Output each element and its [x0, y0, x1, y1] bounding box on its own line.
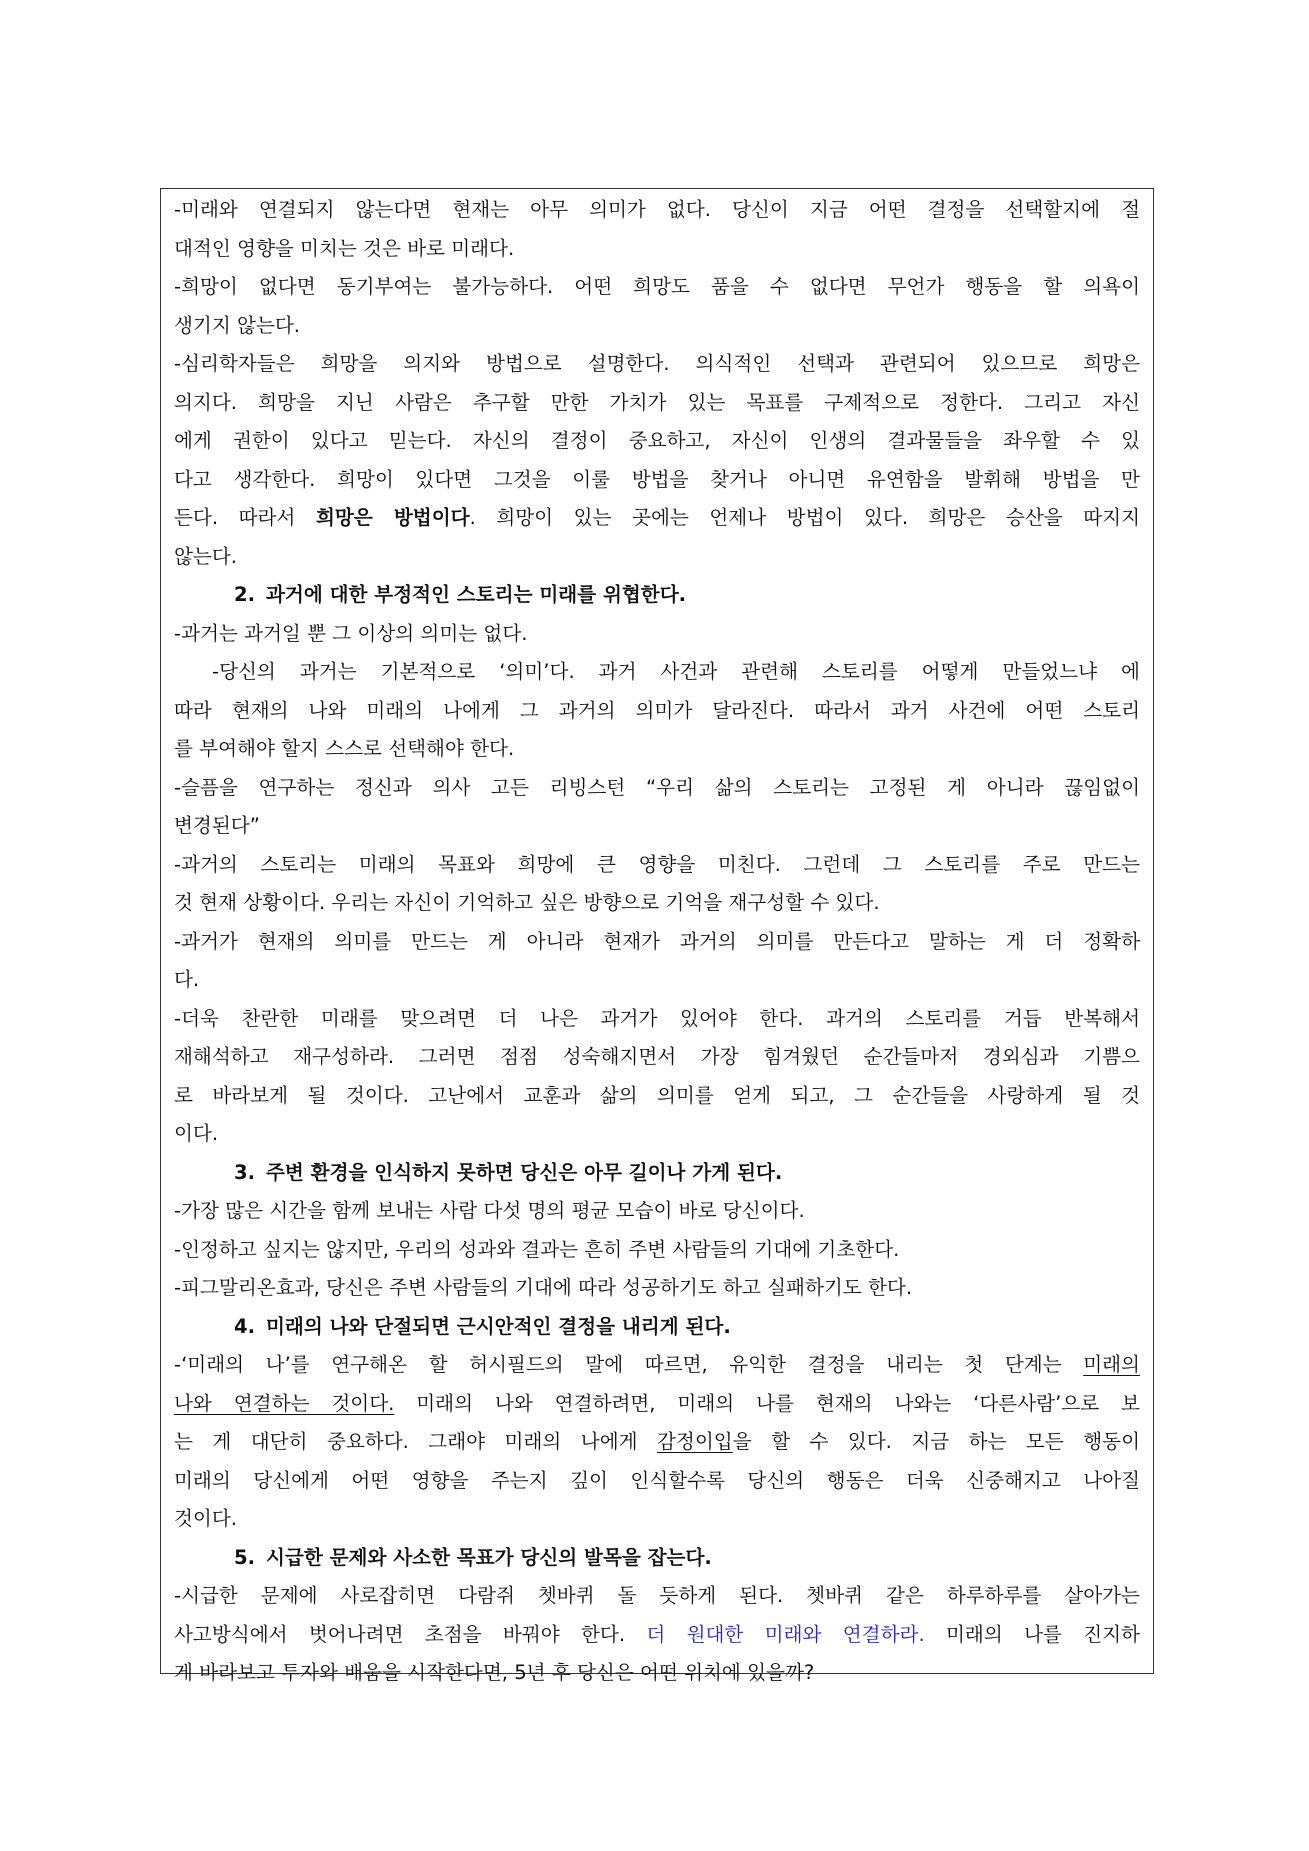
- text-run: 미래의 나를 진지하: [924, 1622, 1140, 1646]
- paragraph-line: -과거의 스토리는 미래의 목표와 희망에 큰 영향을 미친다. 그런데 그 스토리를 주로 만드는: [174, 852, 1140, 876]
- heading-number: 5.: [234, 1545, 256, 1569]
- paragraph-line: 것 현재 상황이다. 우리는 자신이 기억하고 싶은 방향으로 기억을 재구성할 수 있다.: [174, 891, 880, 914]
- bold-phrase: 희망은 방법이다: [315, 506, 470, 529]
- paragraph-line: -미래와 연결되지 않는다면 현재는 아무 의미가 없다. 당신이 지금 어떤 결정을 선택할지에 절: [174, 198, 1140, 221]
- paragraph-line: -당신의 과거는 기본적으로 ‘의미’다. 과거 사건과 관련해 스토리를 어떻게 만들었느냐 에: [212, 660, 1140, 683]
- paragraph-line: -더욱 찬란한 미래를 맞으려면 더 나은 과거가 있어야 한다. 과거의 스토리를 거듭 반복해서: [174, 1006, 1140, 1030]
- paragraph-line: -희망이 없다면 동기부여는 불가능하다. 어떤 희망도 품을 수 없다면 무언가 행동을 할 의욕이: [174, 275, 1140, 298]
- paragraph-line: -슬픔을 연구하는 정신과 의사 고든 리빙스턴 “우리 삶의 스토리는 고정된 게 아니라 끊임없이: [174, 775, 1140, 799]
- section-heading-3: [174, 1154, 1140, 1193]
- highlighted-phrase: 더 원대한 미래와 연결하라.: [646, 1622, 925, 1646]
- paragraph-line: -과거가 현재의 의미를 만드는 게 아니라 현재가 과거의 의미를 만든다고 말하는 게 더 정확하: [174, 929, 1140, 953]
- text-run: 는 게 대단히 중요하다. 그래야 미래의 나에게: [174, 1430, 657, 1453]
- text-run: -‘미래의 나’를 연구해온 할 허시필드의 말에 따르면, 유익한 결정을 내리는 첫 단계는: [174, 1353, 1084, 1376]
- paragraph-line: [174, 499, 1140, 538]
- content-box: [160, 188, 1154, 1684]
- text-run: . 희망이 있는 곳에는 언제나 방법이 있다. 희망은 승산을 따지지: [469, 506, 1140, 529]
- paragraph-line: -인정하고 싶지는 않지만, 우리의 성과와 결과는 흔히 주변 사람들의 기대에 기초한다.: [174, 1237, 900, 1261]
- text-run: 사고방식에서 벗어나려면 초점을 바꿔야 한다.: [174, 1622, 647, 1646]
- section-heading-5: [174, 1539, 1140, 1578]
- paragraph-line: 것이다.: [174, 1507, 238, 1530]
- paragraph-line: 미래의 당신에게 어떤 영향을 주는지 깊이 인식할수록 당신의 행동은 더욱 신중해지고 나아질: [174, 1468, 1140, 1492]
- paragraph-line: 를 부여해야 할지 스스로 선택해야 한다.: [174, 737, 515, 760]
- heading-text: 주변 환경을 인식하지 못하면 당신은 아무 길이나 가게 된다.: [266, 1160, 783, 1184]
- paragraph-line: 게 바라보고 투자와 배움을 시작한다면, 5년 후 당신은 어떤 위치에 있을까?: [174, 1661, 815, 1684]
- paragraph-line: 변경된다”: [174, 814, 260, 837]
- paragraph-line: 않는다.: [174, 544, 238, 568]
- paragraph-line: 에게 권한이 있다고 믿는다. 자신의 결정이 중요하고, 자신이 인생의 결과물들을 좌우할 수 있: [174, 429, 1140, 452]
- heading-text: 시급한 문제와 사소한 목표가 당신의 발목을 잡는다.: [266, 1545, 712, 1569]
- paragraph-line: 재해석하고 재구성하라. 그러면 점점 성숙해지면서 가장 힘겨웠던 순간들마저 경외심과 기쁨으: [174, 1045, 1140, 1068]
- paragraph-line: [174, 1616, 1140, 1655]
- paragraph-line: [174, 1385, 1140, 1424]
- section-heading-4: [174, 1308, 1140, 1347]
- text-run: 을 할 수 있다. 지금 하는 모든 행동이: [732, 1430, 1140, 1453]
- heading-text: 미래의 나와 단절되면 근시안적인 결정을 내리게 된다.: [266, 1314, 731, 1338]
- text-run: 든다. 따라서: [174, 506, 316, 529]
- paragraph-line: 로 바라보게 될 것이다. 고난에서 교훈과 삶의 의미를 얻게 되고, 그 순간들을 사랑하게 될 것: [174, 1083, 1140, 1107]
- paragraph-line: 다.: [174, 968, 200, 991]
- section-heading-2: [174, 576, 1140, 615]
- heading-number: 3.: [234, 1160, 256, 1184]
- underlined-phrase: 미래의: [1083, 1353, 1140, 1376]
- underlined-phrase: 감정이입: [657, 1430, 733, 1453]
- paragraph-line: [174, 1423, 1140, 1462]
- paragraph-line: 이다.: [174, 1122, 219, 1145]
- underlined-phrase: 나와 연결하는 것이다.: [174, 1391, 395, 1415]
- paragraph-line: -피그말리온효과, 당신은 주변 사람들의 기대에 따라 성공하기도 하고 실패하기도 한다.: [174, 1276, 913, 1299]
- paragraph-line: 생기지 않는다.: [174, 313, 301, 337]
- paragraph-line: 의지다. 희망을 지닌 사람은 추구할 만한 가치가 있는 목표를 구제적으로 정한다. 그리고 자신: [174, 390, 1140, 414]
- paragraph-line: 다고 생각한다. 희망이 있다면 그것을 이룰 방법을 찾거나 아니면 유연함을 발휘해 방법을 만: [174, 467, 1140, 491]
- paragraph-line: 대적인 영향을 미치는 것은 바로 미래다.: [174, 236, 515, 260]
- paragraph-line: 따라 현재의 나와 미래의 나에게 그 과거의 의미가 달라진다. 따라서 과거 사건에 어떤 스토리: [174, 698, 1140, 722]
- paragraph-line: -시급한 문제에 사로잡히면 다람쥐 쳇바퀴 돌 듯하게 된다. 쳇바퀴 같은 하루하루를 살아가는: [174, 1584, 1140, 1607]
- paragraph-line: -심리학자들은 희망을 의지와 방법으로 설명한다. 의식적인 선택과 관련되어 있으므로 희망은: [174, 352, 1140, 375]
- paragraph-line: -과거는 과거일 뿐 그 이상의 의미는 없다.: [174, 621, 528, 645]
- heading-number: 4.: [234, 1314, 256, 1338]
- heading-text: 과거에 대한 부정적인 스토리는 미래를 위협한다.: [266, 583, 687, 606]
- text-run: 미래의 나와 연결하려면, 미래의 나를 현재의 나와는 ‘다른사람’으로 보: [394, 1391, 1140, 1415]
- heading-number: 2.: [234, 583, 256, 606]
- paragraph-line: [174, 1346, 1140, 1385]
- paragraph-line: -가장 많은 시간을 함께 보내는 사람 다섯 명의 평균 모습이 바로 당신이다.: [174, 1199, 805, 1222]
